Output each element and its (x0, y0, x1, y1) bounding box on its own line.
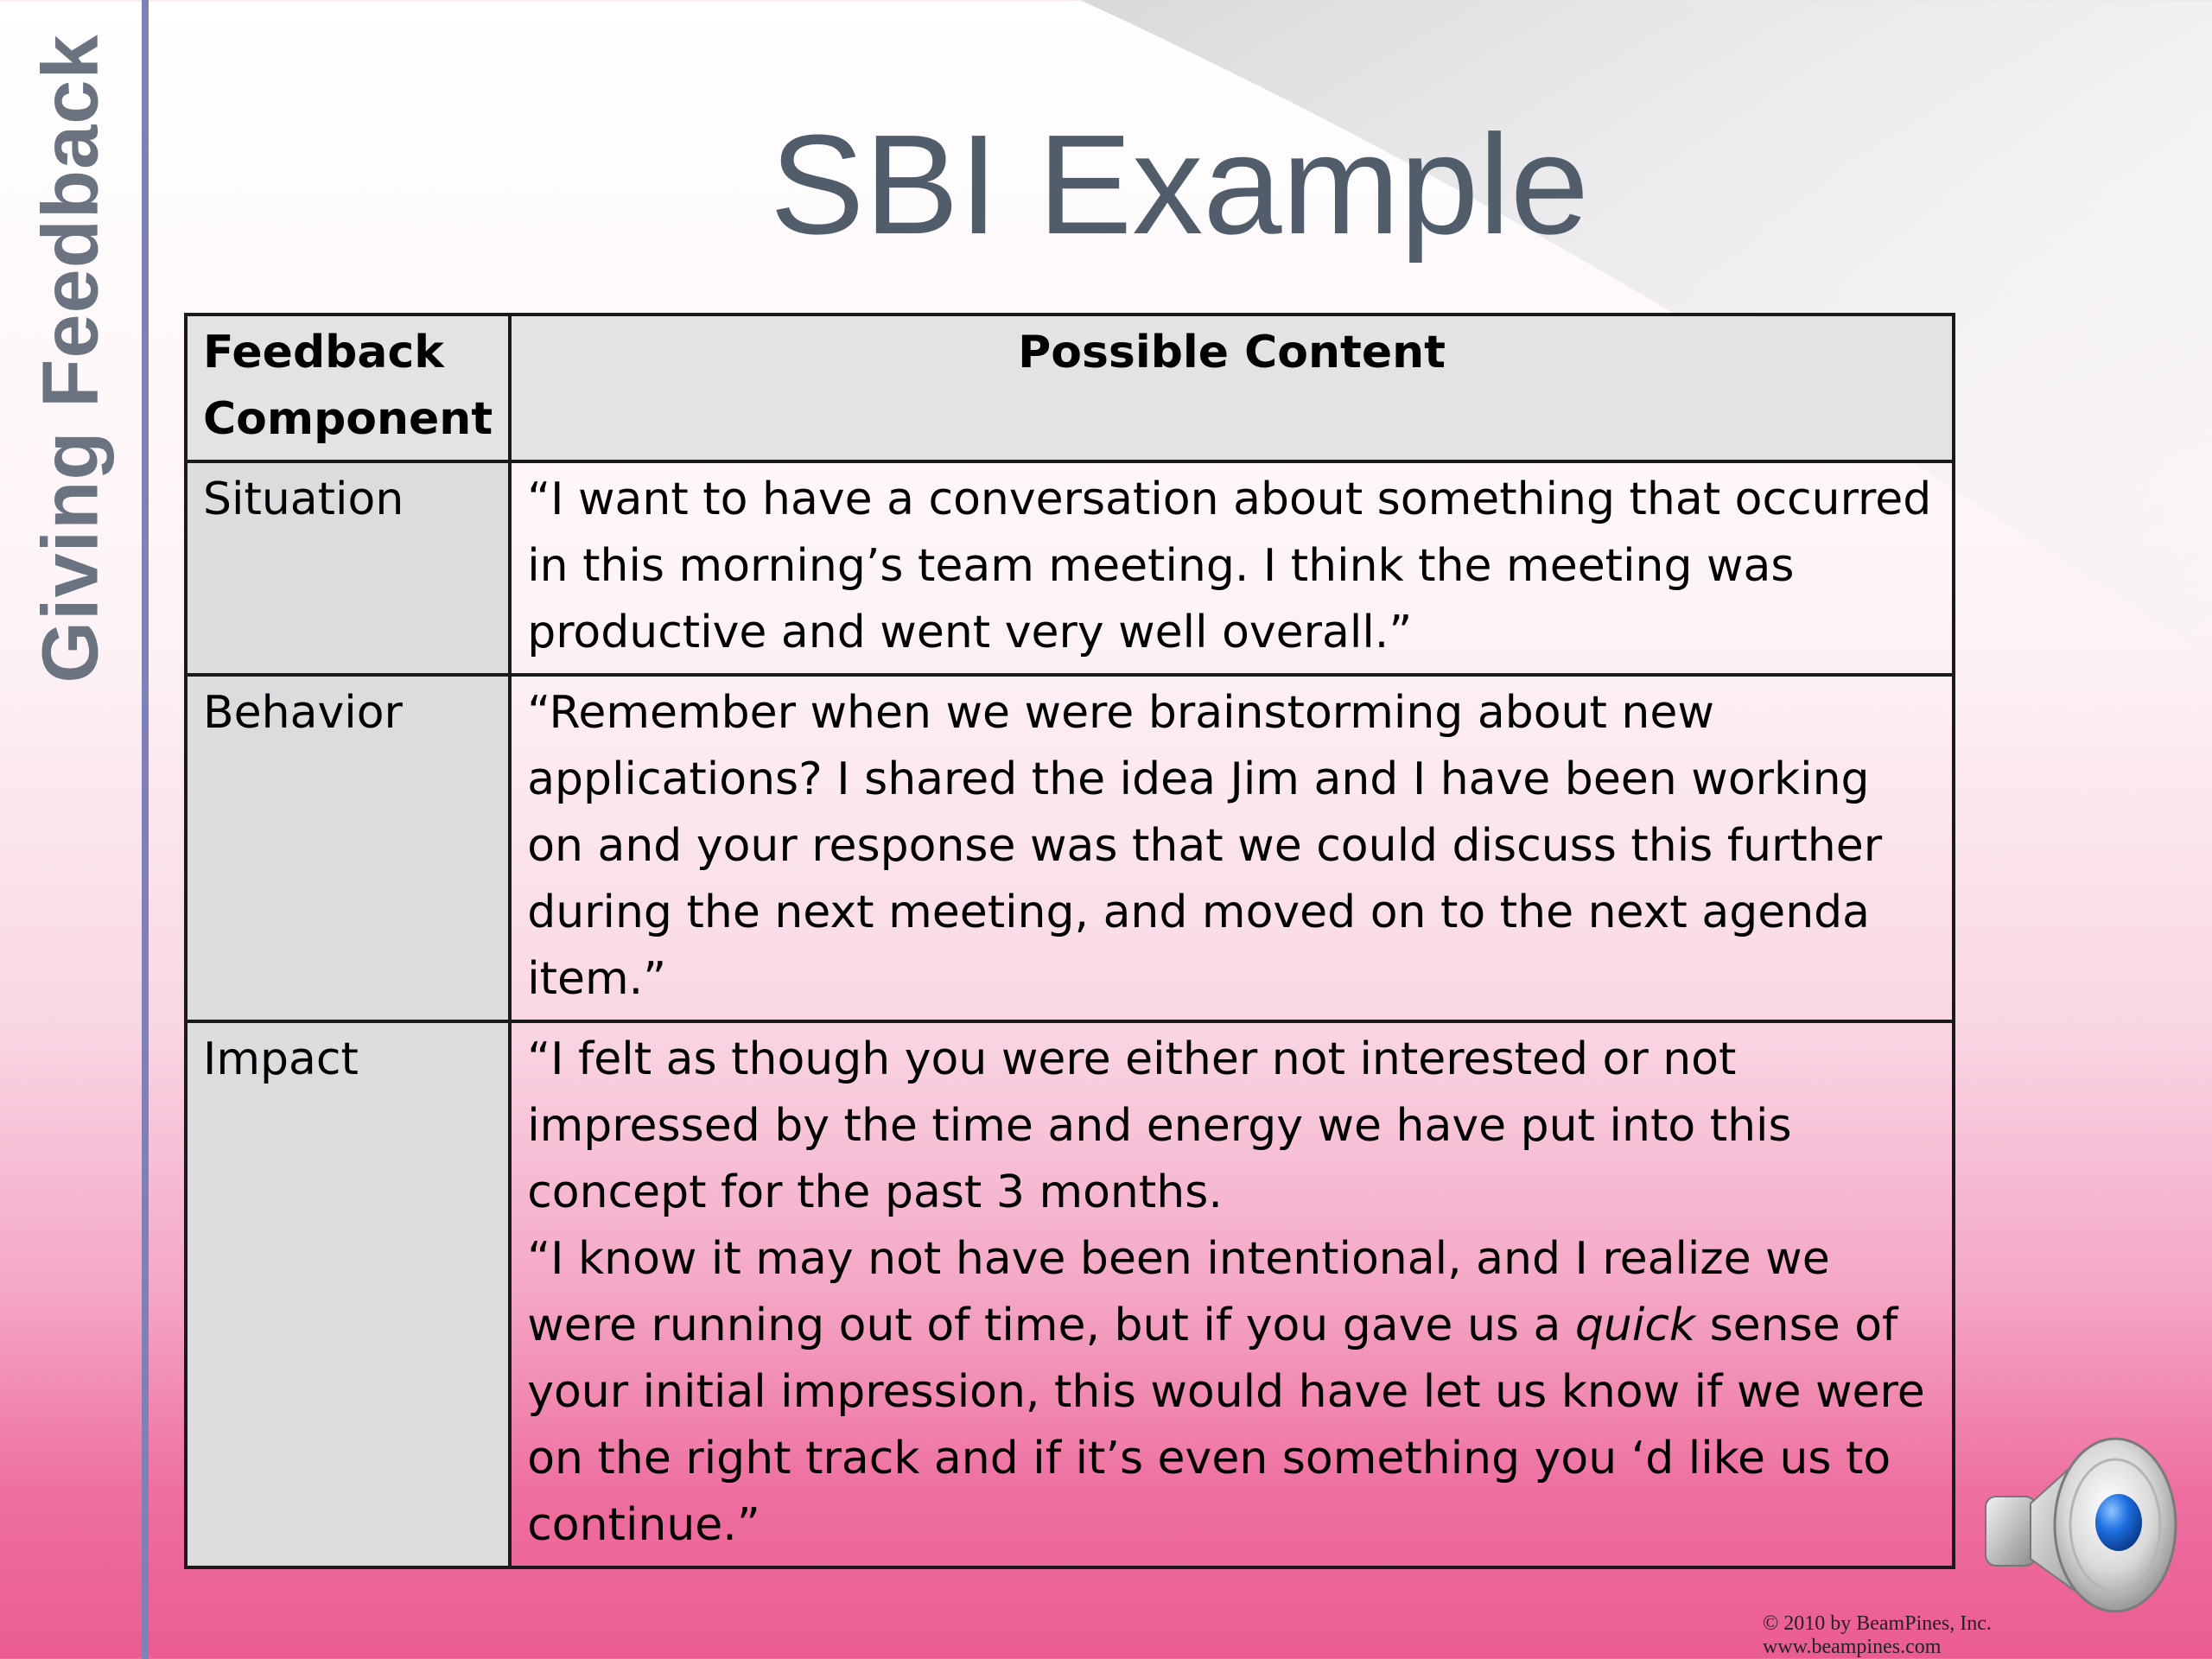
header-possible-content: Possible Content (510, 315, 1954, 461)
content-line: productive and went very well overall.” (527, 607, 1413, 658)
row-content-behavior (510, 675, 1954, 1021)
content-line: item.” (527, 953, 667, 1005)
speaker-icon[interactable] (1979, 1417, 2186, 1624)
content-line: continue.” (527, 1499, 760, 1551)
header-component-line2: Component (203, 393, 493, 445)
row-label-behavior: Behavior (186, 675, 510, 1021)
row-content-situation (510, 461, 1954, 675)
content-line: applications? I shared the idea Jim and I have been working (527, 753, 1870, 805)
content-line-emph-after: sense of (1695, 1300, 1898, 1351)
side-section-title: Giving Feedback (26, 34, 115, 683)
content-line: “Remember when we were brainstorming about new (527, 687, 1714, 739)
content-line: “I want to have a conversation about something that occurred (527, 474, 1932, 525)
content-line: impressed by the time and energy we have put into this (527, 1100, 1792, 1152)
row-content-impact (510, 1021, 1954, 1567)
content-line: on and your response was that we could discuss this further (527, 820, 1883, 872)
content-line: concept for the past 3 months. (527, 1166, 1223, 1218)
table-row-behavior (186, 675, 1954, 1021)
content-line: on the right track and if it’s even something you ‘d like us to (527, 1433, 1891, 1484)
content-line-emph-before: were running out of time, but if you gave us a (527, 1300, 1575, 1351)
header-feedback-component (186, 315, 510, 461)
copyright-notice (1763, 1612, 1992, 1659)
copyright-website: www.beampines.com (1763, 1636, 1942, 1658)
copyright-line: © 2010 by BeamPines, Inc. (1763, 1612, 1992, 1635)
table-row-situation (186, 461, 1954, 675)
emphasis-quick: quick (1574, 1300, 1696, 1351)
row-label-situation: Situation (186, 461, 510, 675)
content-line: “I felt as though you were either not interested or not (527, 1033, 1737, 1085)
sbi-table (184, 313, 1955, 1569)
content-line: “I know it may not have been intentional, and I realize we (527, 1233, 1830, 1285)
table-header-row (186, 315, 1954, 461)
content-line: your initial impression, this would have let us know if we were (527, 1366, 1925, 1418)
content-line: in this morning’s team meeting. I think the meeting was (527, 540, 1795, 592)
slide-title: SBI Example (770, 105, 1589, 264)
header-component-line1: Feedback (203, 327, 444, 378)
content-line: during the next meeting, and moved on to the next agenda (527, 887, 1871, 938)
row-label-impact: Impact (186, 1021, 510, 1567)
table-row-impact (186, 1021, 1954, 1567)
